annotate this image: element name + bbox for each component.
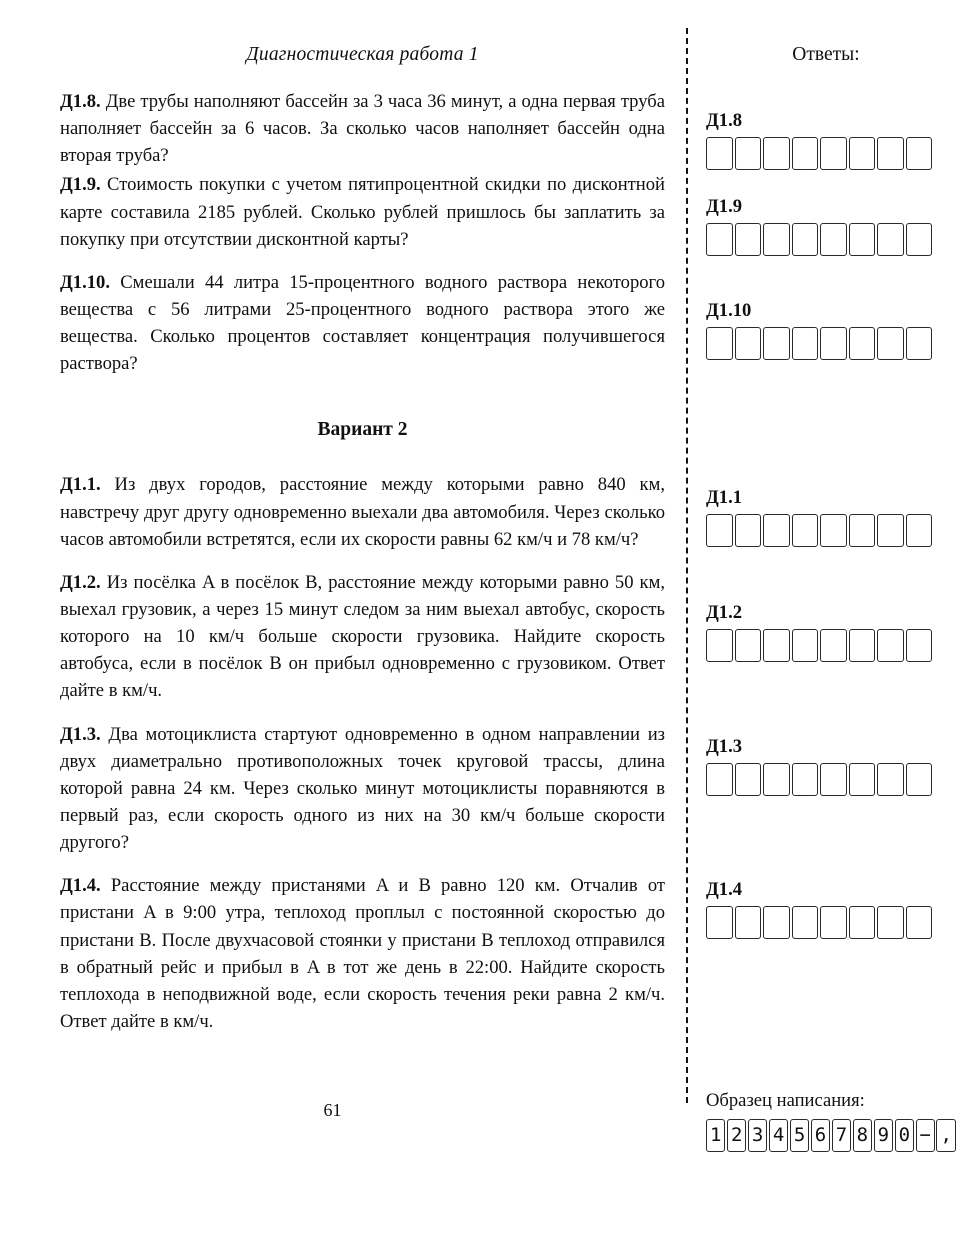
task-item	[60, 471, 665, 552]
answer-cell[interactable]	[820, 763, 847, 796]
task-item	[60, 569, 665, 705]
answer-cell[interactable]	[763, 223, 790, 256]
answer-cell[interactable]	[706, 906, 733, 939]
sample-char-cell: 8	[853, 1119, 872, 1152]
answers-title: Ответы:	[792, 44, 860, 65]
answer-cell[interactable]	[763, 137, 790, 170]
answer-cell[interactable]	[706, 223, 733, 256]
answer-cell[interactable]	[735, 906, 762, 939]
answer-cell[interactable]	[877, 629, 904, 662]
answer-cell[interactable]	[877, 906, 904, 939]
answer-cell[interactable]	[792, 906, 819, 939]
answer-boxes[interactable]	[706, 906, 946, 939]
answer-label: Д1.8	[706, 110, 743, 131]
answer-boxes[interactable]	[706, 327, 946, 360]
answer-block	[706, 110, 946, 170]
sample-char-cell: 0	[895, 1119, 914, 1152]
answer-cell[interactable]	[763, 906, 790, 939]
task-text: Стоимость покупки с учетом пятипроцентной скидки по дисконтной карте составила 2185 рублей. Сколько рублей пришлось бы заплатить за покупку при отсутствии дисконтной карты?	[60, 174, 665, 250]
answer-cell[interactable]	[849, 906, 876, 939]
sample-char-cell: 4	[769, 1119, 788, 1152]
answer-block	[706, 487, 946, 547]
answer-cell[interactable]	[706, 327, 733, 360]
answer-label: Д1.2	[706, 602, 743, 623]
sample-char-cell: ,	[936, 1119, 955, 1152]
page-number: 61	[323, 1100, 342, 1120]
answer-boxes[interactable]	[706, 223, 946, 256]
answer-cell[interactable]	[877, 137, 904, 170]
answer-cell[interactable]	[763, 514, 790, 547]
task-number: Д1.1.	[60, 474, 101, 496]
answer-cell[interactable]	[820, 137, 847, 170]
answer-cell[interactable]	[849, 327, 876, 360]
answer-cell[interactable]	[877, 327, 904, 360]
task-item	[60, 171, 665, 252]
task-number: Д1.8.	[60, 91, 101, 112]
sample-char-cell: 2	[727, 1119, 746, 1152]
sample-char-cell: 9	[874, 1119, 893, 1152]
task-number: Д1.9.	[60, 174, 101, 196]
task-number: Д1.2.	[60, 571, 101, 593]
answer-cell[interactable]	[706, 514, 733, 547]
answer-cell[interactable]	[706, 137, 733, 170]
answer-label: Д1.4	[706, 879, 743, 900]
answer-cell[interactable]	[763, 327, 790, 360]
task-item	[60, 872, 665, 1035]
task-text: Два мотоциклиста стартуют одновременно в одном направлении из двух диаметрально противоположных точек круговой трассы, длина которой равна 24 км. Через сколько минут мотоциклисты поравняются в первый раз, если скорость одного из них на 30 км/ч больше скорости другого?	[60, 723, 665, 854]
task-number: Д1.4.	[60, 875, 101, 897]
answer-cell[interactable]	[763, 763, 790, 796]
task-text: Две трубы наполняют бассейн за 3 часа 36 минут, а одна первая труба наполняет бассейн за 6 часов. За сколько часов наполняет бассейн одна вторая труба?	[60, 91, 665, 167]
answer-block	[706, 300, 946, 360]
task-text: Из посёлка A в посёлок B, расстояние между которыми равно 50 км, выехал грузовик, а через 15 минут следом за ним выехал автобус, скорость которого на 10 км/ч больше скорости грузовика. Найдите скорость автобуса, если в посёлок B он прибыл одновременно с грузовиком. Ответ дайте в км/ч.	[60, 571, 665, 702]
answer-cell[interactable]	[849, 629, 876, 662]
answer-cell[interactable]	[906, 629, 933, 662]
sample-char-cell: 1	[706, 1119, 725, 1152]
sample-char-cell: 6	[811, 1119, 830, 1152]
answer-boxes[interactable]	[706, 763, 946, 796]
task-text: Расстояние между пристанями A и B равно 120 км. Отчалив от пристани A в 9:00 утра, теплоход проплыл с постоянной скоростью до пристани B. После двухчасовой стоянки у пристани B теплоход отправился в обратный рейс и прибыл в A в тот же день в 22:00. Найдите скорость теплохода в неподвижной воде, если скорость течения реки равна 2 км/ч. Ответ дайте в км/ч.	[60, 875, 665, 1032]
answer-cell[interactable]	[735, 514, 762, 547]
answer-cell[interactable]	[877, 223, 904, 256]
task-item	[60, 88, 665, 169]
sample-writing	[706, 1090, 956, 1152]
running-title: Диагностическая работа 1	[246, 44, 479, 65]
answers-column	[706, 44, 946, 92]
answer-block	[706, 736, 946, 796]
answer-cell[interactable]	[906, 223, 933, 256]
answer-cell[interactable]	[877, 763, 904, 796]
answer-label: Д1.9	[706, 196, 743, 217]
answer-cell[interactable]	[792, 327, 819, 360]
task-item	[60, 721, 665, 857]
answer-label: Д1.1	[706, 487, 743, 508]
answer-cell[interactable]	[906, 327, 933, 360]
answer-cell[interactable]	[792, 629, 819, 662]
task-number: Д1.3.	[60, 723, 101, 745]
answer-cell[interactable]	[735, 763, 762, 796]
answer-cell[interactable]	[735, 137, 762, 170]
answer-label: Д1.10	[706, 300, 752, 321]
answer-cell[interactable]	[792, 514, 819, 547]
answer-block	[706, 602, 946, 662]
tasks-column	[60, 44, 665, 1037]
dashed-divider	[686, 28, 688, 1103]
variant-heading: Вариант 2	[317, 419, 408, 441]
answer-cell[interactable]	[820, 223, 847, 256]
answer-cell[interactable]	[735, 223, 762, 256]
answer-cell[interactable]	[792, 223, 819, 256]
answer-cell[interactable]	[820, 629, 847, 662]
answer-cell[interactable]	[706, 629, 733, 662]
answer-cell[interactable]	[849, 137, 876, 170]
sample-writing-title: Образец написания:	[706, 1090, 865, 1111]
answer-cell[interactable]	[820, 906, 847, 939]
answer-cell[interactable]	[792, 137, 819, 170]
answer-cell[interactable]	[820, 327, 847, 360]
answer-cell[interactable]	[735, 327, 762, 360]
answer-cell[interactable]	[849, 763, 876, 796]
task-item	[60, 269, 665, 378]
answer-block	[706, 879, 946, 939]
answer-boxes[interactable]	[706, 629, 946, 662]
answer-label: Д1.3	[706, 736, 743, 757]
answer-boxes[interactable]	[706, 137, 946, 170]
sample-writing-row	[706, 1119, 956, 1152]
answer-cell[interactable]	[849, 514, 876, 547]
sample-char-cell: 5	[790, 1119, 809, 1152]
sample-char-cell: 7	[832, 1119, 851, 1152]
task-text: Смешали 44 литра 15-процентного водного раствора некоторого вещества с 56 литрами 25-процентного водного раствора этого же вещества. Сколько процентов составляет концентрация получившегося раствора?	[60, 271, 665, 375]
answer-cell[interactable]	[735, 629, 762, 662]
answer-cell[interactable]	[906, 763, 933, 796]
sample-char-cell: −	[916, 1119, 935, 1152]
answer-cell[interactable]	[849, 223, 876, 256]
answer-cell[interactable]	[906, 906, 933, 939]
answer-cell[interactable]	[906, 514, 933, 547]
task-text: Из двух городов, расстояние между которыми равно 840 км, навстречу друг другу одновременно выехали два автомобиля. Через сколько часов автомобили встретятся, если их скорости равны 62 км/ч и 78 км/ч?	[60, 474, 665, 550]
answer-boxes[interactable]	[706, 514, 946, 547]
answer-block	[706, 196, 946, 256]
answer-cell[interactable]	[706, 763, 733, 796]
answer-cell[interactable]	[877, 514, 904, 547]
answer-cell[interactable]	[820, 514, 847, 547]
task-number: Д1.10.	[60, 271, 110, 293]
answer-cell[interactable]	[792, 763, 819, 796]
answer-cell[interactable]	[906, 137, 933, 170]
answer-cell[interactable]	[763, 629, 790, 662]
sample-char-cell: 3	[748, 1119, 767, 1152]
